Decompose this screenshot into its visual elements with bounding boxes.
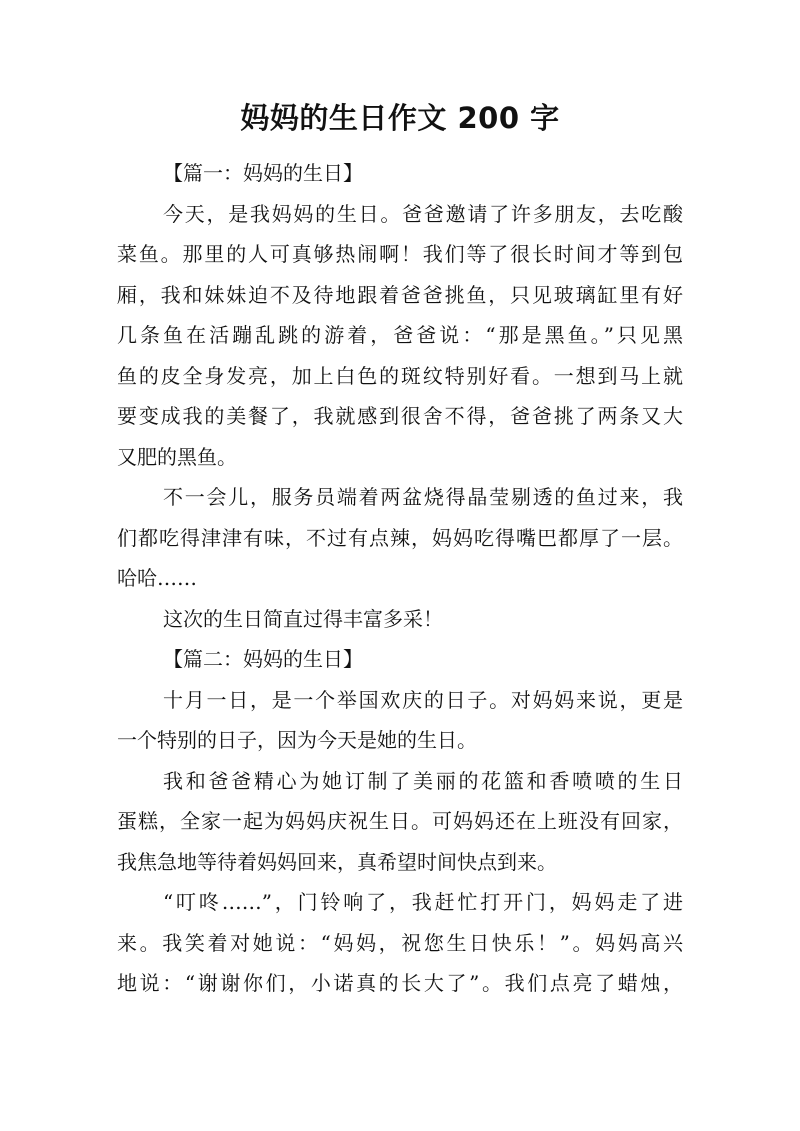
document-body	[117, 153, 683, 1004]
text-line: 一个特别的日子，因为今天是她的生日。	[117, 728, 477, 752]
text-line: 哈哈……	[117, 566, 197, 590]
text-line: 今天，是我妈妈的生日。爸爸邀请了许多朋友，去吃酸	[163, 201, 683, 226]
text-line: 厢，我和妹妹迫不及待地跟着爸爸挑鱼，只见玻璃缸里有好	[117, 282, 683, 307]
text-line: 地说：“谢谢你们，小诺真的长大了”。我们点亮了蜡烛，	[117, 971, 683, 995]
text-line: 菜鱼。那里的人可真够热闹啊！我们等了很长时间才等到包	[117, 242, 683, 266]
text-line: 蛋糕，全家一起为妈妈庆祝生日。可妈妈还在上班没有回家，	[117, 809, 683, 833]
document-title: 妈妈的生日作文 200 字	[240, 101, 560, 135]
text-line: 这次的生日简直过得丰富多采！	[163, 606, 443, 631]
text-line: 我焦急地等待着妈妈回来，真希望时间快点到来。	[117, 849, 557, 874]
text-line: “叮咚……”，门铃响了，我赶忙打开门，妈妈走了进	[163, 890, 683, 914]
section-heading-1: 【篇一：妈妈的生日】	[163, 161, 363, 185]
text-line: 十月一日，是一个举国欢庆的日子。对妈妈来说，更是	[163, 687, 683, 712]
text-line: 们都吃得津津有味，不过有点辣，妈妈吃得嘴巴都厚了一层。	[117, 525, 683, 550]
text-line: 来。我笑着对她说：“妈妈，祝您生日快乐！”。妈妈高兴	[117, 930, 683, 955]
text-line: 几条鱼在活蹦乱跳的游着，爸爸说：“那是黑鱼。”只见黑	[117, 323, 683, 347]
text-line: 鱼的皮全身发亮，加上白色的斑纹特别好看。一想到马上就	[117, 363, 683, 388]
text-line: 又肥的黑鱼。	[117, 444, 237, 469]
text-line: 我和爸爸精心为她订制了美丽的花篮和香喷喷的生日	[163, 768, 683, 793]
text-line: 不一会儿，服务员端着两盆烧得晶莹剔透的鱼过来，我	[163, 485, 683, 509]
text-line: 要变成我的美餐了，我就感到很舍不得，爸爸挑了两条又大	[117, 404, 683, 428]
section-heading-2: 【篇二：妈妈的生日】	[163, 647, 363, 671]
